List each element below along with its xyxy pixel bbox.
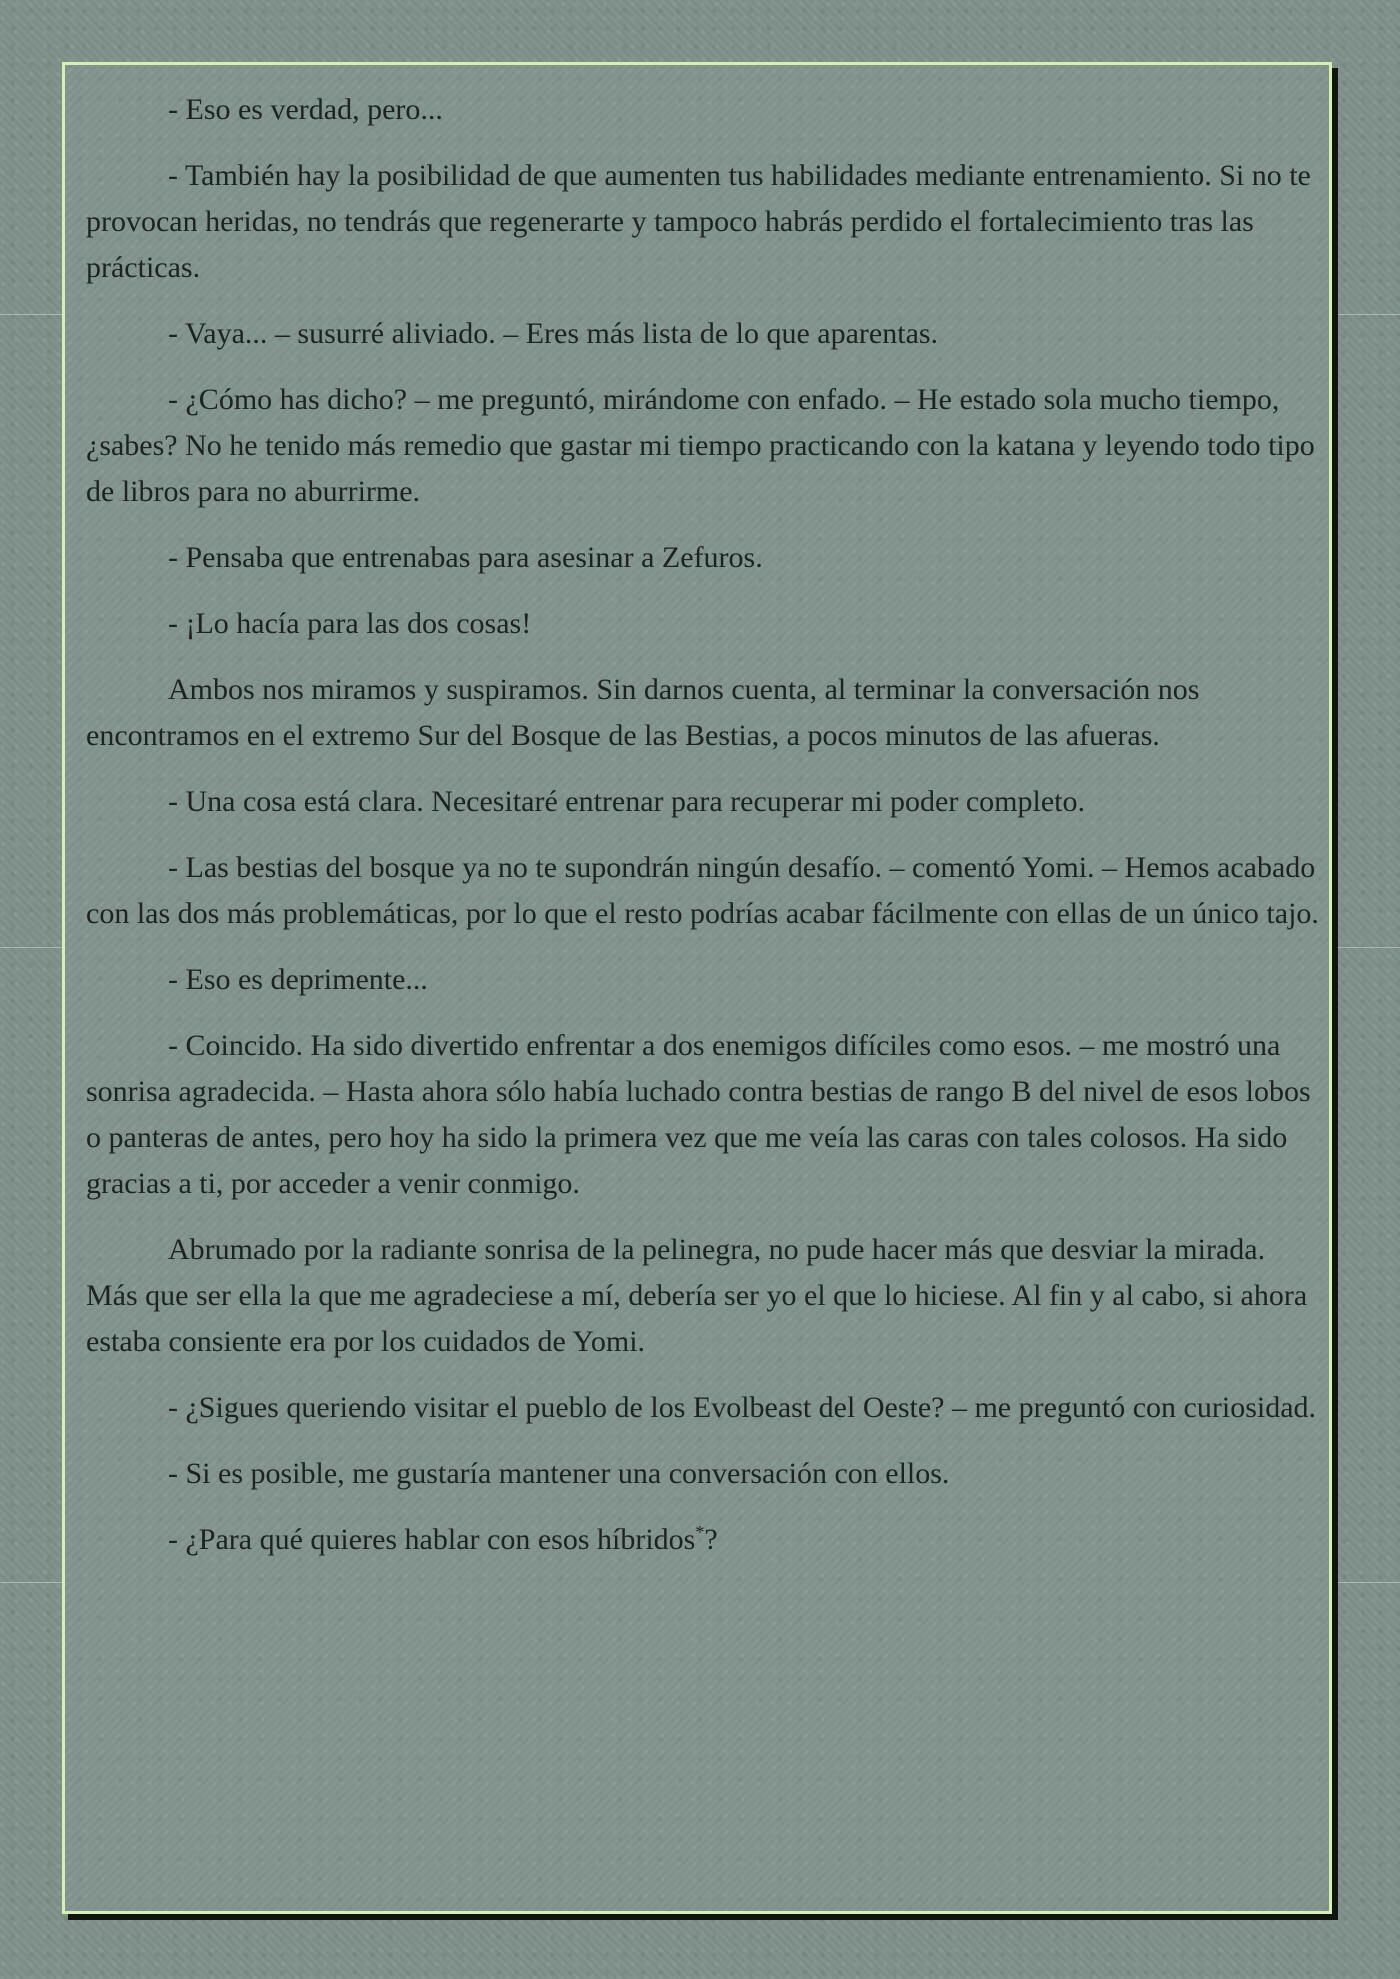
- paragraph: Abrumado por la radiante sonrisa de la pelinegra, no pude hacer más que desviar la mirada. Más que ser ella la que me agradeciese a mí, debería ser yo el que lo hiciese. Al fin y al cabo, si ahora estaba consiente era por los cuidados de Yomi.: [86, 1233, 1308, 1358]
- last-paragraph: [86, 1517, 1322, 1563]
- paragraph: - Eso es verdad, pero...: [168, 93, 443, 126]
- paragraph: Ambos nos miramos y suspiramos. Sin darnos cuenta, al terminar la conversación nos encontramos en el extremo Sur del Bosque de las Bestias, a pocos minutos de las afueras.: [86, 673, 1200, 752]
- paragraph: - Pensaba que entrenabas para asesinar a Zefuros.: [168, 541, 763, 574]
- last-paragraph-text: - ¿Para qué quieres hablar con esos híbridos: [168, 1523, 696, 1556]
- page-frame: [62, 62, 1332, 1914]
- paragraph: - Una cosa está clara. Necesitaré entrenar para recuperar mi poder completo.: [168, 785, 1085, 818]
- footnote-mark: *: [695, 1522, 705, 1542]
- paragraph: - ¿Cómo has dicho? – me preguntó, mirándome con enfado. – He estado sola mucho tiempo, ¿sabes? No he tenido más remedio que gastar mi tiempo practicando con la katana y leyendo todo tipo de libros para no aburrirme.: [86, 383, 1315, 508]
- paragraph: - Si es posible, me gustaría mantener una conversación con ellos.: [168, 1457, 950, 1490]
- paragraph: - También hay la posibilidad de que aumenten tus habilidades mediante entrenamiento. Si no te provocan heridas, no tendrás que regenerarte y tampoco habrás perdido el fortalecimiento tras las prácticas.: [86, 159, 1311, 284]
- paragraph: - Las bestias del bosque ya no te supondrán ningún desafío. – comentó Yomi. – Hemos acabado con las dos más problemáticas, por lo que el resto podrías acabar fácilmente con ellas de un único tajo.: [86, 851, 1319, 930]
- paragraph: - ¡Lo hacía para las dos cosas!: [168, 607, 532, 640]
- paragraph: - Coincido. Ha sido divertido enfrentar a dos enemigos difíciles como esos. – me mostró una sonrisa agradecida. – Hasta ahora sólo había luchado contra bestias de rango B del nivel de esos lobos o panteras de antes, pero hoy ha sido la primera vez que me veía las caras con tales colosos. Ha sido gracias a ti, por acceder a venir conmigo.: [86, 1029, 1311, 1200]
- paragraph: - Vaya... – susurré aliviado. – Eres más lista de lo que aparentas.: [168, 317, 939, 350]
- text-body: [86, 87, 1322, 1583]
- paragraph: - ¿Sigues queriendo visitar el pueblo de los Evolbeast del Oeste? – me preguntó con curiosidad.: [168, 1391, 1317, 1424]
- last-paragraph-end: ?: [704, 1523, 718, 1556]
- paragraph: - Eso es deprimente...: [168, 963, 428, 996]
